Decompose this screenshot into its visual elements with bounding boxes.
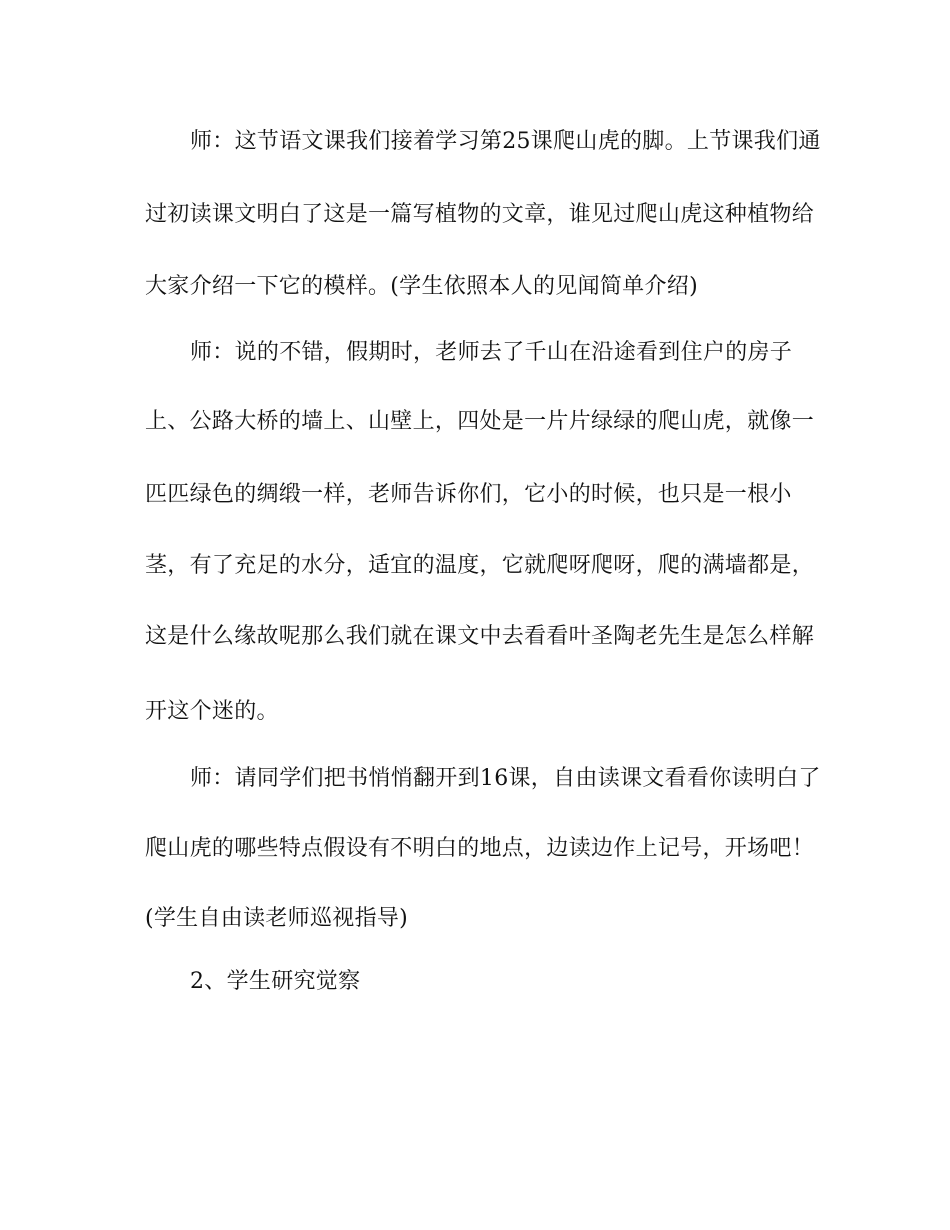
paragraph-line: 大家介绍一下它的模样。(学生依照本人的见闻简单介绍) xyxy=(145,274,698,299)
paragraph-line: 爬山虎的哪些特点假设有不明白的地点，边读边作上记号，开场吧！ xyxy=(145,836,815,861)
paragraph-line: 师：这节语文课我们接着学习第25课爬山虎的脚。上节课我们通 xyxy=(190,129,821,154)
section-heading: 2、学生研究觉察 xyxy=(190,969,361,994)
paragraph-line: 开这个迷的。 xyxy=(145,699,279,724)
paragraph-line: 匹匹绿色的绸缎一样，老师告诉你们，它小的时候，也只是一根小 xyxy=(145,482,792,507)
paragraph-line: 过初读课文明白了这是一篇写植物的文章，谁见过爬山虎这种植物给 xyxy=(145,202,815,227)
paragraph-line: 上、公路大桥的墙上、山壁上，四处是一片片绿绿的爬山虎，就像一 xyxy=(145,409,815,434)
paragraph-line: 师：请同学们把书悄悄翻开到16课，自由读课文看看你读明白了 xyxy=(190,766,821,791)
paragraph-line: (学生自由读老师巡视指导) xyxy=(145,906,409,931)
paragraph-line: 茎，有了充足的水分，适宜的温度，它就爬呀爬呀，爬的满墙都是， xyxy=(145,553,815,578)
paragraph-line: 这是什么缘故呢那么我们就在课文中去看看叶圣陶老先生是怎么样解 xyxy=(145,624,815,649)
paragraph-line: 师：说的不错，假期时，老师去了千山在沿途看到住户的房子 xyxy=(190,340,793,365)
